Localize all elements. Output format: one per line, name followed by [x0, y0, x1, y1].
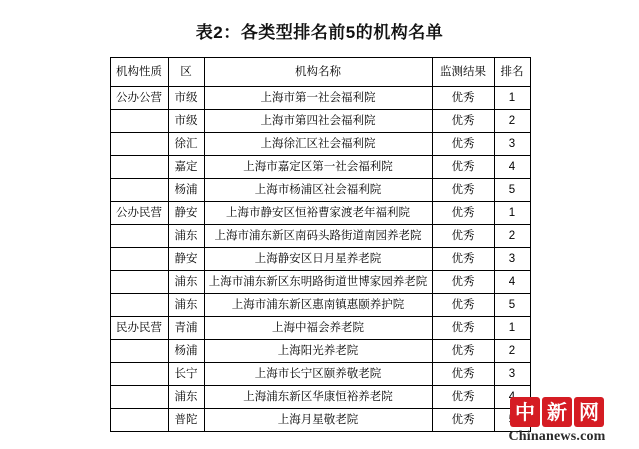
institutions-table: [110, 57, 531, 432]
cell-result: 优秀: [432, 110, 494, 133]
cell-type: 公办公营: [110, 87, 168, 110]
cell-district: 杨浦: [168, 340, 204, 363]
cell-rank: 2: [494, 225, 530, 248]
cell-name: 上海静安区日月星养老院: [204, 248, 432, 271]
cell-name: 上海市浦东新区南码头路街道南园养老院: [204, 225, 432, 248]
table-row: [110, 363, 530, 386]
cell-name: 上海市静安区恒裕曹家渡老年福利院: [204, 202, 432, 225]
cell-result: 优秀: [432, 340, 494, 363]
table-row: [110, 133, 530, 156]
cell-name: 上海市长宁区颐养敬老院: [204, 363, 432, 386]
cell-type: 公办民营: [110, 202, 168, 225]
watermark-char-wang: 网: [574, 397, 604, 427]
cell-type: [110, 271, 168, 294]
cell-district: 浦东: [168, 294, 204, 317]
cell-district: 市级: [168, 87, 204, 110]
table-row: [110, 179, 530, 202]
cell-rank: 4: [494, 156, 530, 179]
table-row: [110, 248, 530, 271]
cell-name: 上海阳光养老院: [204, 340, 432, 363]
cell-district: 静安: [168, 248, 204, 271]
cell-result: 优秀: [432, 294, 494, 317]
cell-result: 优秀: [432, 271, 494, 294]
cell-name: 上海市第四社会福利院: [204, 110, 432, 133]
table-header: [110, 58, 530, 87]
watermark-text: Chinanews.com: [508, 429, 606, 444]
cell-type: [110, 409, 168, 432]
table-row: [110, 225, 530, 248]
table-row: [110, 110, 530, 133]
cell-type: [110, 133, 168, 156]
cell-type: [110, 179, 168, 202]
table-row: [110, 202, 530, 225]
table-row: [110, 271, 530, 294]
cell-name: 上海中福会养老院: [204, 317, 432, 340]
cell-district: 静安: [168, 202, 204, 225]
cell-district: 浦东: [168, 386, 204, 409]
cell-rank: 3: [494, 248, 530, 271]
cell-type: [110, 386, 168, 409]
watermark-char-xin: 新: [542, 397, 572, 427]
cell-district: 青浦: [168, 317, 204, 340]
cell-result: 优秀: [432, 386, 494, 409]
table-row: [110, 386, 530, 409]
cell-rank: 3: [494, 133, 530, 156]
table-container: [110, 57, 530, 432]
cell-district: 浦东: [168, 271, 204, 294]
table-row: [110, 294, 530, 317]
table-row: [110, 156, 530, 179]
column-header-type: 机构性质: [110, 58, 168, 87]
cell-name: 上海市浦东新区东明路街道世博家园养老院: [204, 271, 432, 294]
cell-result: 优秀: [432, 133, 494, 156]
cell-district: 嘉定: [168, 156, 204, 179]
cell-district: 徐汇: [168, 133, 204, 156]
cell-result: 优秀: [432, 156, 494, 179]
cell-district: 长宁: [168, 363, 204, 386]
cell-type: [110, 110, 168, 133]
cell-type: [110, 225, 168, 248]
table-header-row: [110, 58, 530, 87]
cell-name: 上海浦东新区华康恒裕养老院: [204, 386, 432, 409]
cell-rank: 5: [494, 179, 530, 202]
watermark-logo: [483, 397, 631, 427]
cell-district: 市级: [168, 110, 204, 133]
cell-result: 优秀: [432, 225, 494, 248]
cell-result: 优秀: [432, 363, 494, 386]
watermark-char-zhong: 中: [510, 397, 540, 427]
cell-rank: 1: [494, 202, 530, 225]
column-header-result: 监测结果: [432, 58, 494, 87]
column-header-name: 机构名称: [204, 58, 432, 87]
cell-result: 优秀: [432, 179, 494, 202]
cell-rank: 3: [494, 363, 530, 386]
cell-type: [110, 340, 168, 363]
cell-result: 优秀: [432, 202, 494, 225]
column-header-district: 区: [168, 58, 204, 87]
cell-type: [110, 363, 168, 386]
cell-district: 普陀: [168, 409, 204, 432]
cell-type: [110, 294, 168, 317]
cell-rank: 1: [494, 87, 530, 110]
cell-rank: 5: [494, 294, 530, 317]
watermark: [483, 397, 631, 445]
cell-result: 优秀: [432, 248, 494, 271]
cell-name: 上海徐汇区社会福利院: [204, 133, 432, 156]
cell-district: 浦东: [168, 225, 204, 248]
cell-district: 杨浦: [168, 179, 204, 202]
cell-name: 上海市浦东新区惠南镇惠颐养护院: [204, 294, 432, 317]
cell-name: 上海市嘉定区第一社会福利院: [204, 156, 432, 179]
column-header-rank: 排名: [494, 58, 530, 87]
cell-rank: 2: [494, 340, 530, 363]
table-row: [110, 340, 530, 363]
page-title: 表2：各类型排名前5的机构名单: [195, 23, 444, 42]
table-row: [110, 409, 530, 432]
cell-rank: 2: [494, 110, 530, 133]
cell-result: 优秀: [432, 409, 494, 432]
cell-name: 上海市杨浦区社会福利院: [204, 179, 432, 202]
cell-name: 上海市第一社会福利院: [204, 87, 432, 110]
cell-name: 上海月星敬老院: [204, 409, 432, 432]
table-row: [110, 317, 530, 340]
cell-rank: 1: [494, 317, 530, 340]
table-body: [110, 87, 530, 432]
cell-type: [110, 248, 168, 271]
cell-rank: 4: [494, 271, 530, 294]
cell-type: 民办民营: [110, 317, 168, 340]
cell-type: [110, 156, 168, 179]
cell-result: 优秀: [432, 317, 494, 340]
cell-result: 优秀: [432, 87, 494, 110]
table-row: [110, 87, 530, 110]
